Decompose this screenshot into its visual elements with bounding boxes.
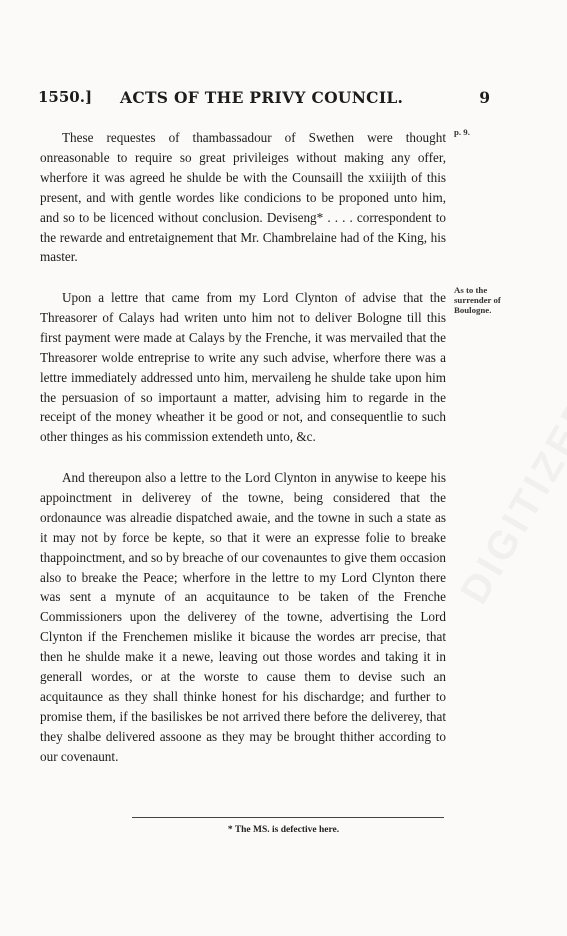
- margin-page-ref: p. 9.: [454, 127, 470, 137]
- header-year: 1550.]: [38, 88, 93, 106]
- footnote-rule: [132, 817, 444, 818]
- paragraph-3-block: [40, 468, 446, 767]
- paragraph-3: And thereupon also a lettre to the Lord Clynton in anywise to keepe his appoinctment in deliverey of the towne, being considered that the ordonaunce was alreadie dispatched awaie, and the towne in such a state as it may not by force be kepte, so that it were an expresse folie to breake thappoinctment, and so by breache of our covenauntes to give them occasion also to breake the Peace; wherfore in the lettre to my Lord Clynton there was sent a mynute of an acquitaunce to be taken of the Frenche Commissioners upon the deliverey of the towne, advertising the Lord Clynton if the Frenchemen mislike it bicause the wordes arr precise, that then he shulde make it a newe, leaving out those wordes and taking it in generall wordes, or at the worste to cause them to devise such an acquitaunce as they shall thinke honest for his dischardge; and further to promise them, if the basiliskes be not arrived there before the deliverey, that they shalbe delivered assoone as they may be brought thither according to our covenaunt.: [40, 470, 446, 764]
- paragraph-2: Upon a lettre that came from my Lord Clynton of advise that the Threasorer of Calays had writen unto him not to deliver Bologne till this first payment were made at Calays by the Frenche, it was mervailed that the Threasorer wolde entreprise to write any such advise, wherfore there was a lettre immediately addressed unto him, mervaileng he shulde take upon him the persuasion of so importaunt a matter, advising him to regarde in the receipt of the money wheather it be good or not, and consequentlie to such other thinges as his commission extendeth unto, &c.: [40, 290, 446, 445]
- watermark-text: [452, 133, 567, 611]
- paragraph-1-block: [40, 128, 446, 267]
- footnote: * The MS. is defective here.: [227, 825, 340, 835]
- header-title: ACTS OF THE PRIVY COUNCIL.: [120, 88, 404, 107]
- paragraph-1: These requestes of thambassadour of Swethen were thought onreasonable to require so great privileiges without making any offer, wherfore it was agreed he shulde be with the Counsaill the xxiiijth of this present, and with gentle wordes like condicions to be proponed unto him, and so to be licenced without conclusion. Deviseng* . . . . correspondent to the rewarde and entretaignement that Mr. Chambrelaine had of the King, his master.: [40, 130, 446, 265]
- paragraph-2-block: [40, 288, 446, 447]
- running-header: [38, 88, 490, 110]
- page-number: 9: [479, 88, 490, 107]
- margin-note: As to the surrender of Boulogne.: [454, 285, 501, 315]
